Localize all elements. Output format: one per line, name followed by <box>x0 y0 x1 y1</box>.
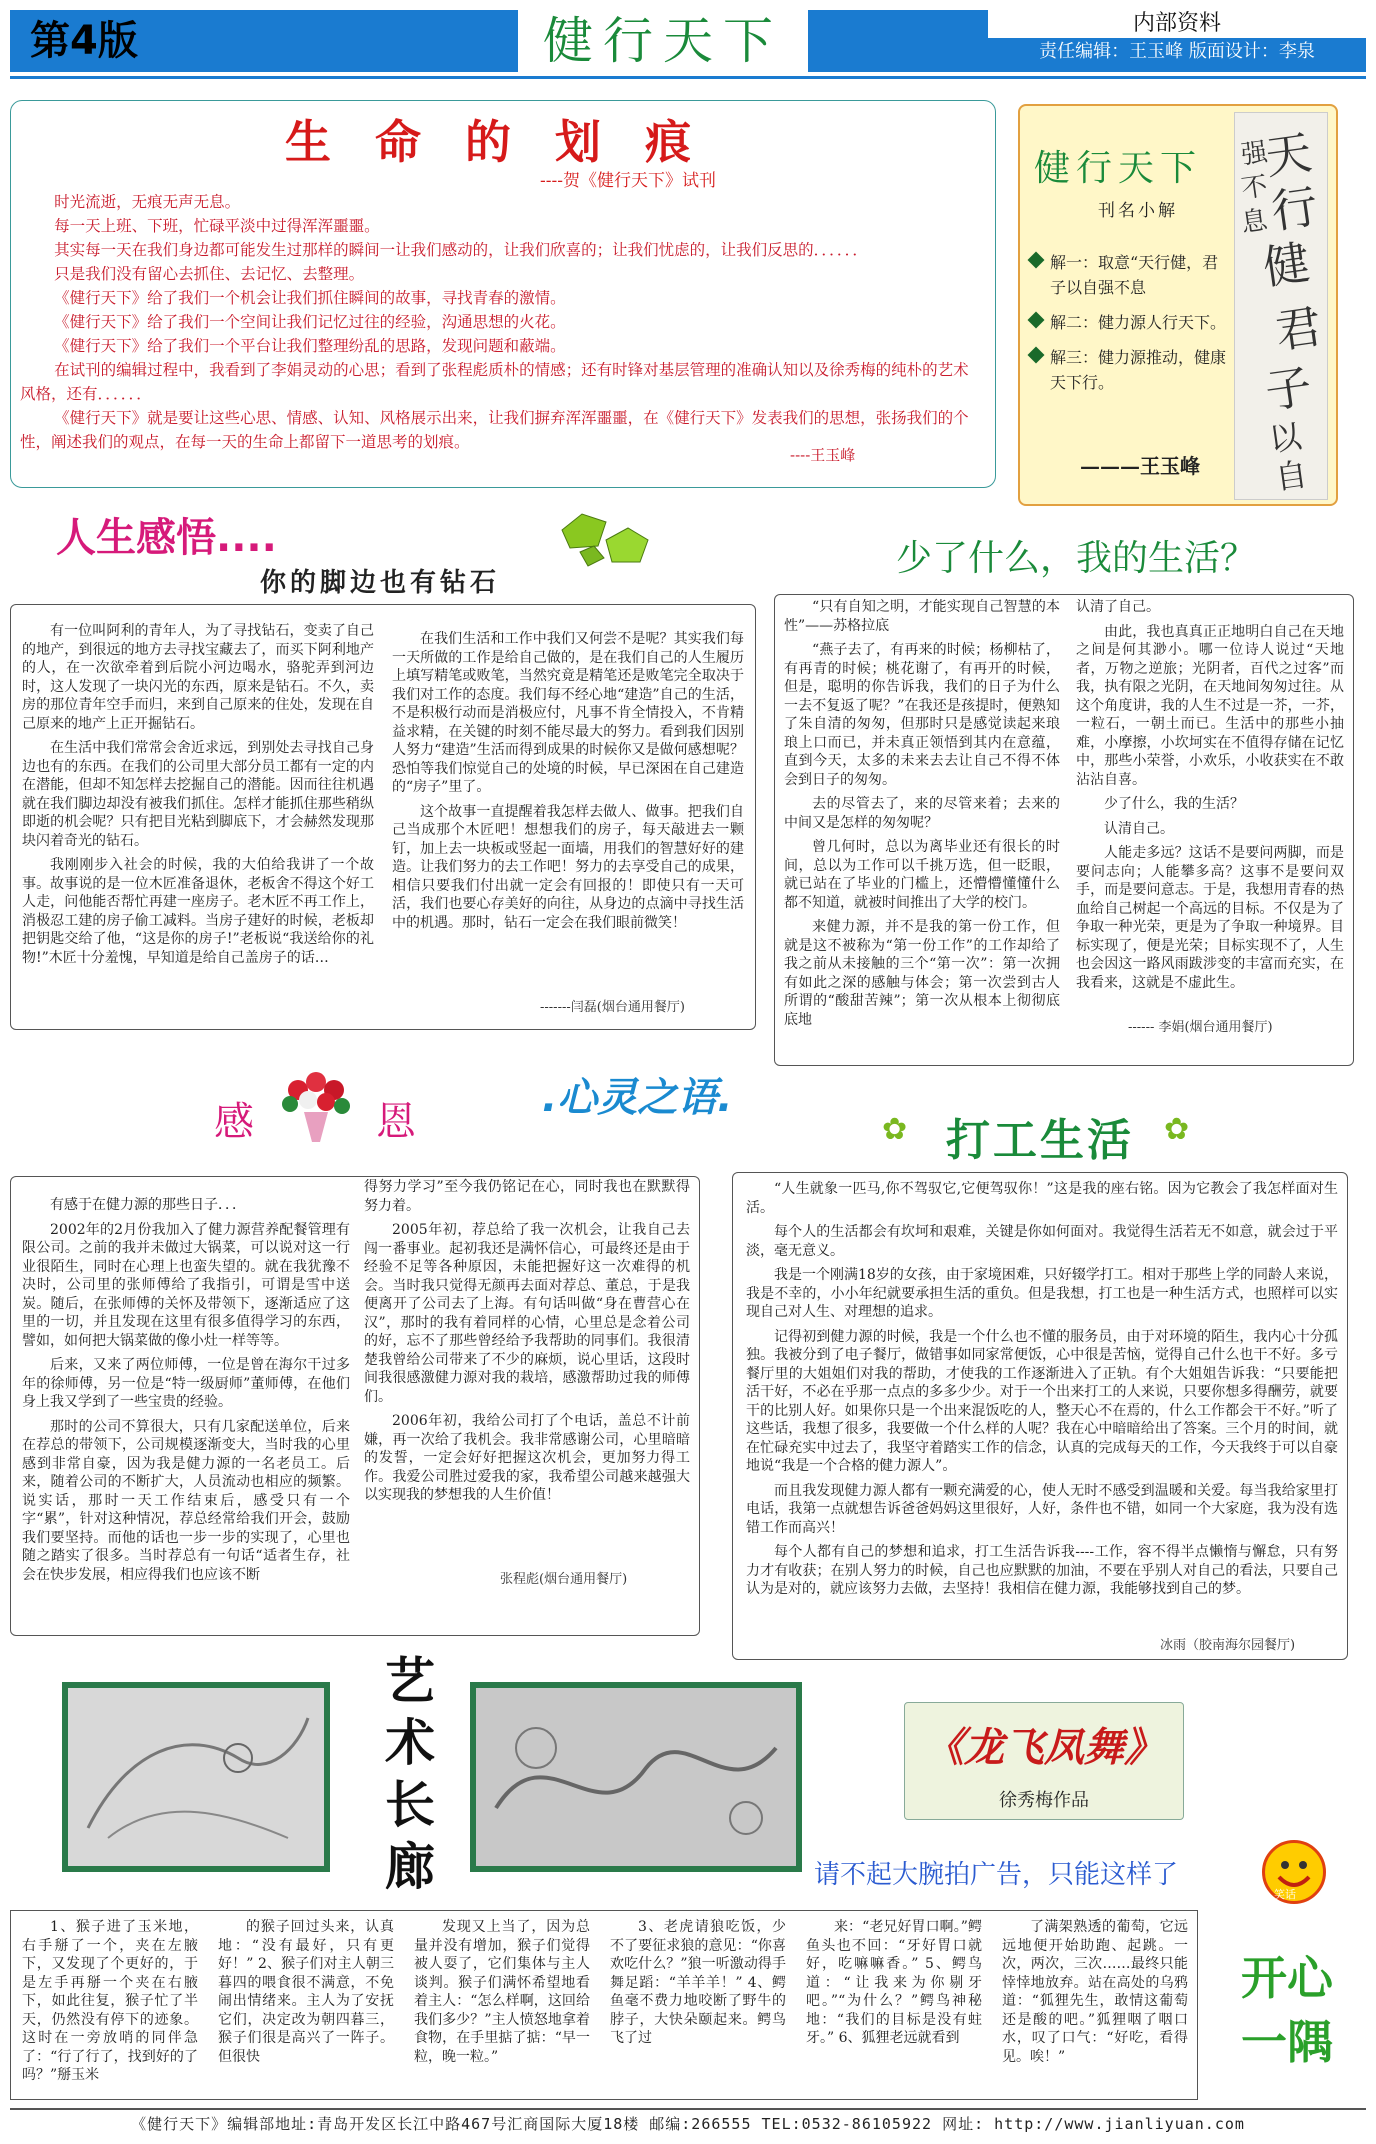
gratitude-heading-1: 感 <box>214 1099 254 1145</box>
art-heading-char: 廊 <box>385 1838 435 1896</box>
work-column <box>746 1180 1338 1605</box>
life-paragraph: 有一位叫阿利的青年人，为了寻找钻石，变卖了自己的地产，到很远的地方去寻找宝藏去了，而买下阿利地产的人，在一次欲牵着到后院小河边喝水，骆驼弄到河边时，这人发现了一块闪光的东西，原来是钻石。不久，卖房的那位青年空手而归，来到自己原来的住处，发现在自己原来的地产上正开掘钻石。 <box>22 623 374 732</box>
dragon-sketch-icon <box>476 1688 796 1866</box>
diamond-bullet-icon <box>1028 347 1045 364</box>
work-heading: 打工生活 <box>946 1115 1134 1166</box>
editors-line: 责任编辑：王玉峰 版面设计：李泉 <box>1039 41 1315 62</box>
masthead-item: 解三：健力源推动，健康天下行。 <box>1030 345 1230 395</box>
lead-article-body <box>20 190 980 454</box>
calligraphy-char: 自 <box>1272 454 1310 498</box>
life-paragraph: 这个故事一直提醒着我怎样去做人、做事。把我们自己当成那个木匠吧！想想我们的房子，每天敲进去一颗钉，加上去一块板或竖起一面墙，用我们的智慧好好的建造。让我们努力的去工作吧！努力的去享受自己的成果，相信只要我们付出就一定会有回报的！即使只有一天可活，我们也要心存美好的向往，从身边的点滴中寻找生活中的机遇。那时，钻石一定会在我们眼前微笑！ <box>392 803 744 931</box>
joke-column <box>414 1918 590 2072</box>
what-paragraph: “燕子去了，有再来的时候；杨柳枯了，有再青的时候；桃花谢了，有再开的时候，但是，聪明的你告诉我，我们的日子为什么一去不复返了呢？”在我还是孩提时，便熟知了朱自清的匆匆，但那时只是感觉读起来琅琅上口而已，并未真正领悟到其内在意蕴，直到今天，太多的未来去去让自己不得不体会到日子的匆匆。 <box>784 642 1060 788</box>
artwork-title: 《龙飞凤舞》 <box>924 1724 1164 1771</box>
work-signature: 冰雨（胶南海尔园餐厅) <box>1160 1638 1296 1653</box>
work-paragraph: 每个人都有自己的梦想和追求，打工生活告诉我----工作，容不得半点懒惰与懈怠，只有努力才有收获；在别人努力的时候，自己也应默默的加油，不要在乎别人对自己的看法，只要自己认为是对的，就应该努力去做，去坚持！我相信在健力源，我能够找到自己的梦。 <box>746 1544 1338 1597</box>
what-paragraph: 去的尽管去了，来的尽管来着；去来的中间又是怎样的匆匆呢？ <box>784 796 1060 831</box>
what-heading: 少了什么，我的生活？ <box>896 538 1257 579</box>
lead-paragraph: 每一天上班、下班，忙碌平淡中过得浑浑噩噩。 <box>54 217 380 235</box>
life-subheading: 你的脚边也有钻石 <box>260 568 501 598</box>
masthead-list <box>1030 250 1230 405</box>
heart-paragraph: 2006年初，我给公司打了个电话，盖总不计前嫌，再一次给了我机会。我非常感谢公司，心里暗暗的发誓，一定会好好把握这次机会，更加努力得工作。我爱公司胜过爱我的家，我希望公司越来越强大以实现我的梦想我的人生价值！ <box>364 1413 690 1503</box>
joke-text: 了满架熟透的葡萄，它远远地便开始助跑、起跳。一次，两次，三次……最终只能悻悻地放弃。站在高处的乌鸦道：“狐狸先生，敢情这葡萄还是酸的吧。”狐狸咽了咽口水，叹了口气：“好吃，看得见。唉！” <box>1002 1919 1188 2065</box>
lead-paragraph: 《健行天下》给了我们一个空间让我们记忆过往的经验，沟通思想的火花。 <box>54 313 566 331</box>
work-paragraph: 我是一个刚满18岁的女孩，由于家境困难，只好辍学打工。相对于那些上学的同龄人来说，我是不幸的，小小年纪就要承担生活的重负。但是我想，打工也是一种生活方式，也照样可以实现自己对人生、对理想的追求。 <box>746 1267 1338 1320</box>
header-rule <box>10 76 1366 79</box>
phoenix-drawing <box>62 1682 330 1872</box>
heart-paragraph: 得努力学习”至今我仍铭记在心，同时我也在默默得努力着。 <box>364 1179 690 1214</box>
masthead-signature: ———王玉峰 <box>1080 454 1200 478</box>
life-column-1 <box>22 622 374 973</box>
dragon-drawing <box>470 1682 802 1872</box>
phoenix-sketch-icon <box>68 1688 324 1866</box>
heart-column-1 <box>22 1196 350 1590</box>
diamond-bullet-icon <box>1028 312 1045 329</box>
heart-paragraph: 后来，又来了两位师傅，一位是曾在海尔干过多年的徐师傅，另一位是“特一级厨师”董师傅，在他们身上我又学到了一些宝贵的经验。 <box>22 1357 350 1410</box>
heart-paragraph: 2005年初，荐总给了我一次机会，让我自己去闯一番事业。起初我还是满怀信心，可最终还是由于经验不足等各种原因，未能把握好这一次难得的机会。当时我只觉得无颜再去面对荐总、董总，于是我便离开了公司去了上海。有句话叫做“身在曹营心在汉”，那时的我有着同样的心情，心里总是念着公司的好，忘不了那些曾经给予我帮助的同事们。我很清楚我曾给公司带来了不少的麻烦，说心里话，这段时间我很感激健力源对我的栽培，感激帮助过我的师傅们。 <box>364 1222 690 1405</box>
ad-slogan: 请不起大腕拍广告，只能这样了 <box>814 1860 1179 1890</box>
jokes-heading-line: 一隅 <box>1241 2015 1333 2069</box>
lead-paragraph: 《健行天下》给了我们一个机会让我们抓住瞬间的故事，寻找青春的激情。 <box>54 289 566 307</box>
art-heading-char: 术 <box>385 1714 435 1772</box>
what-paragraph: 认清自己。 <box>1104 820 1174 837</box>
what-paragraph: 人能走多远？这话不是要问两脚，而是要问志向；人能攀多高？这事不是要问双手，而是要问意志。于是，我想用青春的热血给自己树起一个高远的目标。不仅是为了争取一种光荣，更是为了争取一种境界。目标实现了，便是光荣；目标实现不了，人生也会因这一路风雨跋涉变的丰富而充实，在我看来，这就是不虚此生。 <box>1076 845 1344 991</box>
masthead-item: 解二：健力源人行天下。 <box>1030 310 1230 335</box>
what-paragraph: 认清了自己。 <box>1076 599 1160 615</box>
joke-column <box>218 1918 394 2072</box>
edition-number: 第4版 <box>30 18 138 64</box>
life-column-2 <box>392 630 744 938</box>
header-info <box>988 10 1366 72</box>
lead-article-subtitle: ----贺《健行天下》试刊 <box>540 171 716 191</box>
what-paragraph: 少了什么，我的生活？ <box>1104 796 1244 812</box>
calligraphy-char: 子 <box>1261 359 1315 419</box>
life-paragraph: 在我们生活和工作中我们又何尝不是呢？其实我们每一天所做的工作是给自己做的，是在我们自己的人生履历上填写精笔或败笔，当然究竟是精笔还是败笔完全取决于我们对工作的态度。我们每不经心地“建造”自己的生活，不是积极行动而是消极应付，凡事不肯全情投入，不肯精益求精，在关键的时刻不能尽最大的努力。看到我们因别人努力“建造”生活而得到成果的时候你又是做何感想呢？恐怕等我们惊觉自己的处境的时候，早已深困在自己建造的“房子”里了。 <box>392 631 744 795</box>
joke-text: 1、猴子进了玉米地，右手掰了一个，夹在左腋下，又发现了个更好的，于是左手再掰一个夹在右腋下，如此往复，猴子忙了半天，仍然没有停下的迹象。这时在一旁放哨的同伴急了：“行了行了，找到好的了吗？”掰玉米 <box>22 1919 198 2083</box>
joke-text: 来：“老兄好胃口啊。”鳄鱼头也不回：“牙好胃口就好，吃嘛嘛香。” 5、鳄鸟道：“让我来为你剔牙吧。”“为什么？”鳄鸟神秘地：“我们的目标是没有蛀牙。” 6、狐狸老远就看到 <box>806 1919 982 2046</box>
lead-paragraph: 《健行天下》给了我们一个平台让我们整理纷乱的思路，发现问题和蔽端。 <box>54 337 566 355</box>
art-heading-char: 艺 <box>385 1652 435 1710</box>
internal-label: 内部资料 <box>988 10 1366 38</box>
masthead-title: 健行天下 <box>1034 148 1203 189</box>
what-column-2 <box>1076 598 1344 998</box>
calligraphy-char: 健 <box>1259 235 1313 295</box>
calligraphy-char: 行 <box>1267 179 1321 239</box>
jokes-heading-line: 开心 <box>1241 1951 1333 2005</box>
lead-paragraph: 《健行天下》就是要让这些心思、情感、认知、风格展示出来，让我们摒弃浑浑噩噩，在《健行天下》发表我们的思想，张扬我们的个性，阐述我们的观点，在每一天的生命上都留下一道思考的划痕。 <box>20 409 969 451</box>
what-paragraph: 由此，我也真真正正地明白自己在天地之间是何其渺小。哪一位诗人说过“天地者，万物之逆旅；光阴者，百代之过客”而我，执有限之光阴，在天地间匆匆过往。从这个角度讲，我的人生不过是一芥，一芥，一粒石，一朝土而已。生活中的那些小抽难，小摩擦，小坎坷实在不值得存储在记忆中，那些小荣誉，小欢乐，小收获实在不敢沾沾自喜。 <box>1076 623 1344 788</box>
gratitude-heading-2: 恩 <box>376 1099 416 1145</box>
smiley-label: 笑话 <box>1274 1888 1296 1901</box>
what-column-1 <box>784 598 1060 1035</box>
sprig-icon: ✿ <box>1164 1112 1190 1147</box>
diamond-bullet-icon <box>1028 252 1045 269</box>
work-paragraph: “人生就象一匹马,你不驾驭它,它便驾驭你！”这是我的座右铭。因为它教会了我怎样面对生活。 <box>746 1181 1338 1216</box>
heart-signature: 张程彪(烟台通用餐厅) <box>500 1572 628 1587</box>
lead-paragraph: 其实每一天在我们身边都可能发生过那样的瞬间一让我们感动的，让我们欣喜的；让我们忧虑的，让我们反思的．．．．．． <box>54 241 868 259</box>
lead-paragraph: 时光流逝，无痕无声无息。 <box>54 193 241 211</box>
joke-column <box>806 1918 982 2054</box>
joke-text: 3、老虎请狼吃饭，少不了要征求狼的意见：“你喜欢吃什么？”狼一听激动得手舞足蹈：“羊羊羊！” 4、鳄鱼毫不费力地咬断了野牛的脖子，大快朵颐起来。鳄鸟飞了过 <box>610 1919 786 2046</box>
jokes-heading <box>1232 1946 1342 2074</box>
gems-icon <box>548 500 660 570</box>
calligraphy-char: 不 <box>1239 171 1270 205</box>
heart-paragraph: 那时的公司不算很大，只有几家配送单位，后来在荐总的带领下，公司规模逐渐变大，当时我的心里感到非常自豪，因为我是健力源的一名老员工。后来，随着公司的不断扩大，人员流动也相应的频繁。说实话，那时一天工作结束后，感受只有一个字“累”，针对这种情况，荐总经常给我们开会，鼓励我们要坚持。而他的话也一步一步的实现了，心里也随之踏实了很多。当时荐总有一句话“适者生存，社会在快步发展，相应得我们也应该不断 <box>22 1418 350 1583</box>
art-gallery-heading <box>380 1650 440 1898</box>
masthead-subtitle: 刊名小解 <box>1098 201 1178 221</box>
joke-column <box>1002 1918 1188 2072</box>
calligraphy-char: 君 <box>1271 299 1325 359</box>
heart-paragraph: 有感于在健力源的那些日子．．． <box>50 1197 246 1213</box>
joke-column <box>22 1918 198 2091</box>
calligraphy-scroll <box>1234 112 1328 500</box>
sprig-icon: ✿ <box>882 1112 908 1147</box>
lead-signature: ----王玉峰 <box>790 446 856 464</box>
life-paragraph: 在生活中我们常常会舍近求远，到别处去寻找自己身边也有的东西。在我们的公司里大部分员工都有一定的内在潜能，但却不知怎样去挖掘自己的潜能。因而往往机遇就在我们脚边却没有被我们抓住。怎样才能抓住那些稍纵即逝的机会呢？只有把目光粘到脚底下，才会赫然发现那块闪着奇光的钻石。 <box>22 740 374 849</box>
calligraphy-char: 天 <box>1261 125 1315 185</box>
masthead-item: 解一：取意“天行健，君子以自强不息 <box>1030 250 1230 300</box>
calligraphy-char: 强 <box>1239 137 1270 171</box>
lead-paragraph: 只是我们没有留心去抓住、去记忆、去整理。 <box>54 265 365 283</box>
calligraphy-char: 以 <box>1266 416 1304 460</box>
what-paragraph: 曾几何时，总以为离毕业还有很长的时间，总以为工作可以千挑万选，但一眨眼，就已站在了毕业的门槛上，还懵懵懂懂什么都不知道，就被时间推出了大学的校门。 <box>784 839 1060 911</box>
joke-text: 的猴子回过头来，认真地：“没有最好，只有更好！” 2、猴子们对主人朝三暮四的喂食很不满意，不免闹出情绪来。主人为了安抚它们，决定改为朝四暮三，猴子们很是高兴了一阵子。但很快 <box>218 1919 394 2065</box>
what-paragraph: 来健力源，并不是我的第一份工作，但就是这不被称为“第一份工作”的工作却给了我之前从未接触的三个“第一次”：第一次拥有如此之深的感触与体会；第一次尝到古人所谓的“酸甜苦辣”；第一次从根本上彻彻底底地 <box>784 919 1060 1028</box>
heart-paragraph: 2002年的2月份我加入了健力源营养配餐管理有限公司。之前的我并未做过大锅菜，可以说对这一行业很陌生，同时在心理上也蛮失望的。就在我犹豫不决时，公司里的张师傅给了我指引，可谓是雪中送炭。随后，在张师傅的关怀及带领下，逐渐适应了这里的一切，并且发现在这里有很多值得学习的东西，譬如，如何把大锅菜做的像小灶一样等等。 <box>22 1221 350 1349</box>
artwork-author: 徐秀梅作品 <box>999 1790 1089 1811</box>
joke-text: 发现又上当了，因为总量并没有增加，猴子们觉得被人耍了，它们集体与主人谈判。猴子们满怀希望地看着主人：“怎么样啊，这回给我们多少？”主人愤怒地拿着食物，在手里掂了掂：“早一粒，晚一粒。” <box>414 1919 590 2065</box>
life-heading: 人生感悟.... <box>56 515 277 561</box>
heart-column-2 <box>364 1178 690 1511</box>
work-paragraph: 记得初到健力源的时候，我是一个什么也不懂的服务员，由于对环境的陌生，我内心十分孤独。我被分到了电子餐厅，做错事如同家常便饭，心中很是苦恼，觉得自己什么也干不好。多亏餐厅里的大姐姐们对我的帮助，才使我的工作逐渐进入了正轨。有个大姐姐告诉我：“只要能把活干好，不必在乎那一点点的多多少少。对于一个出来打工的人来说，只要你想多得酬劳，就要干的比别人好。如果你只是一个出来混饭吃的人，整天心不在焉的，什么工作都会干不好。”听了这些话，我想了很多，我要做一个什么样的人呢？我在心中暗暗给出了答案。三个月的时间，就在忙碌充实中过去了，我坚守着踏实工作的信念，认真的完成每天的工作，今天我终于可以自豪地说“我是一个合格的健力源人”。 <box>746 1328 1338 1474</box>
lead-article-title: 生命的划痕 <box>285 115 735 169</box>
art-heading-char: 长 <box>385 1776 435 1834</box>
lead-paragraph: 在试刊的编辑过程中，我看到了李娟灵动的心思；看到了张程彪质朴的情感；还有时锋对基层管理的准确认知以及徐秀梅的纯朴的艺术风格，还有．．．．．． <box>20 361 969 403</box>
work-paragraph: 每个人的生活都会有坎坷和艰难，关键是你如何面对。我觉得生活若无不如意，就会过于平淡，毫无意义。 <box>746 1224 1338 1259</box>
footer-contact: 《健行天下》编辑部地址:青岛开发区长江中路467号汇商国际大厦18楼 邮编:266555 TEL:0532-86105922 网址: http://www.jianliyuan.com <box>10 2108 1366 2136</box>
life-paragraph: 我刚刚步入社会的时候，我的大伯给我讲了一个故事。故事说的是一位木匠准备退休，老板舍不得这个好工人走，问他能否帮忙再建一座房子。老木匠不再工作上，消极忍工建的房子偷工减料。当房子建好的时候，老板却把钥匙交给了他，“这是你的房子!”老板说“我送给你的礼物!”木匠十分羞愧，早知道是给自己盖房子的话… <box>22 857 374 966</box>
what-signature: ------ 李娟(烟台通用餐厅) <box>1128 1020 1273 1035</box>
life-signature: -------闫磊(烟台通用餐厅) <box>540 1000 685 1015</box>
flower-bouquet-icon <box>268 1064 364 1144</box>
work-paragraph: 而且我发现健力源人都有一颗充满爱的心，使人无时不感受到温暖和关爱。每当我给家里打电话，我第一点就想告诉爸爸妈妈这里很好，人好，条件也不错，如同一个大家庭，我为没有选错工作而高兴！ <box>746 1482 1338 1536</box>
newspaper-title: 健行天下 <box>518 10 808 72</box>
heart-words-heading: .心灵之语. <box>542 1075 733 1121</box>
joke-column <box>610 1918 786 2054</box>
what-paragraph: “只有自知之明，才能实现自己智慧的本性”——苏格拉底 <box>784 599 1060 634</box>
calligraphy-char: 息 <box>1239 205 1270 239</box>
